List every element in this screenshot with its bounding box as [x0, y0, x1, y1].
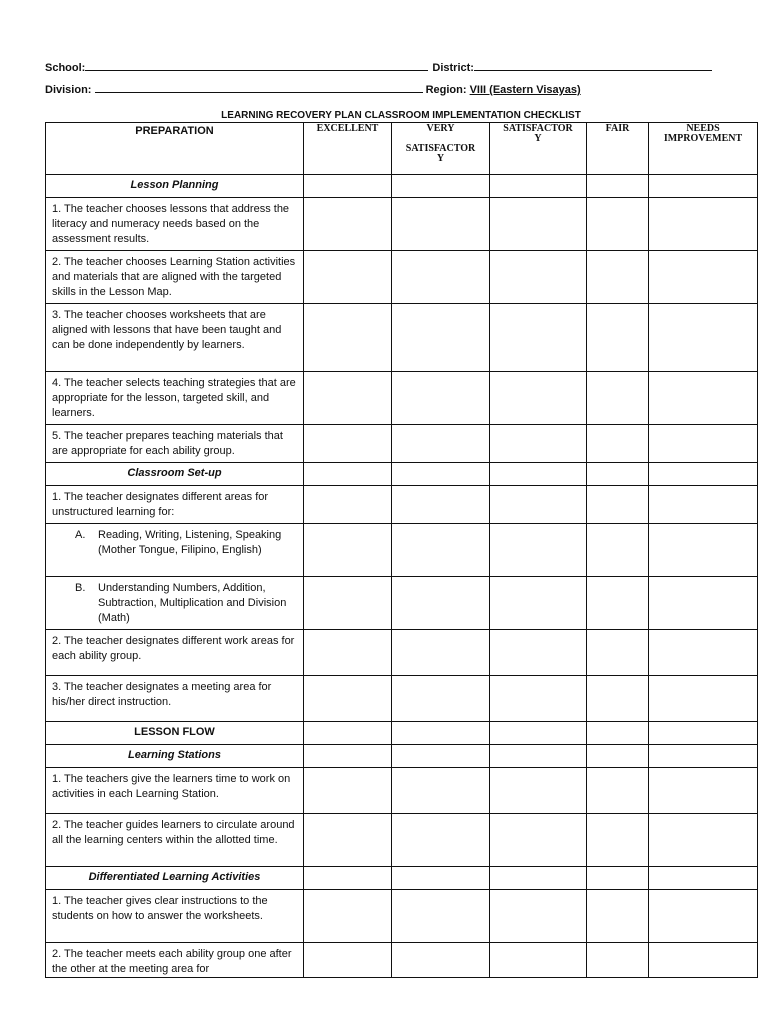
rating-cell[interactable] [304, 198, 392, 251]
rating-cell[interactable] [392, 943, 490, 978]
rating-cell[interactable] [587, 630, 649, 676]
rating-cell[interactable] [649, 943, 758, 978]
item-text: 2. The teacher designates different work areas for each ability group. [46, 630, 304, 676]
rating-cell[interactable] [649, 577, 758, 630]
rating-cell[interactable] [304, 251, 392, 304]
rating-cell[interactable] [587, 304, 649, 372]
rating-cell[interactable] [587, 867, 649, 890]
rating-cell[interactable] [392, 814, 490, 867]
rating-cell[interactable] [649, 722, 758, 745]
table-row [46, 814, 758, 867]
rating-cell[interactable] [649, 676, 758, 722]
section-learning-stations: Learning Stations [46, 745, 304, 768]
rating-cell[interactable] [392, 676, 490, 722]
rating-cell[interactable] [649, 463, 758, 486]
sub-item-text: Understanding Numbers, Addition, Subtraction, Multiplication and Division (Math) [98, 582, 287, 624]
rating-cell[interactable] [304, 890, 392, 943]
rating-cell[interactable] [587, 814, 649, 867]
rating-cell[interactable] [304, 463, 392, 486]
item-text: 2. The teacher chooses Learning Station activities and materials that are aligned with the targeted skills in the Lesson Map. [46, 251, 304, 304]
rating-cell[interactable] [304, 722, 392, 745]
item-text: 3. The teacher chooses worksheets that are aligned with lessons that have been taught and can be done independently by learners. [46, 304, 304, 372]
section-row [46, 463, 758, 486]
rating-cell[interactable] [649, 814, 758, 867]
col-header-needs-line2: IMPROVEMENT [663, 133, 743, 144]
table-row [46, 943, 758, 978]
item-text: 4. The teacher selects teaching strategies that are appropriate for the lesson, targeted skill, and learners. [46, 372, 304, 425]
rating-cell[interactable] [649, 175, 758, 198]
rating-cell[interactable] [490, 486, 587, 524]
rating-cell[interactable] [392, 463, 490, 486]
sub-item-text: Reading, Writing, Listening, Speaking (Mother Tongue, Filipino, English) [98, 529, 282, 556]
col-header-very-line2: SATISFACTOR [405, 143, 476, 154]
rating-cell[interactable] [304, 768, 392, 814]
sub-item-b [46, 577, 304, 630]
rating-cell[interactable] [392, 425, 490, 463]
rating-cell[interactable] [392, 890, 490, 943]
rating-cell[interactable] [587, 486, 649, 524]
rating-cell[interactable] [587, 943, 649, 978]
table-row [46, 630, 758, 676]
rating-cell[interactable] [304, 867, 392, 890]
section-row [46, 867, 758, 890]
table-row [46, 251, 758, 304]
sub-item-a [46, 524, 304, 577]
col-header-fair: FAIR [587, 123, 649, 175]
region-label: Region: [425, 84, 467, 96]
rating-cell[interactable] [649, 867, 758, 890]
item-text: 2. The teacher guides learners to circulate around all the learning centers within the allotted time. [46, 814, 304, 867]
rating-cell[interactable] [649, 486, 758, 524]
rating-cell[interactable] [649, 524, 758, 577]
table-row [46, 304, 758, 372]
rating-cell[interactable] [392, 304, 490, 372]
rating-cell[interactable] [304, 486, 392, 524]
section-differentiated-learning: Differentiated Learning Activities [46, 867, 304, 890]
col-header-very-satisfactory [392, 123, 490, 175]
rating-cell[interactable] [490, 251, 587, 304]
rating-cell[interactable] [490, 722, 587, 745]
table-header-row [46, 123, 758, 175]
rating-cell[interactable] [304, 745, 392, 768]
table-row [46, 768, 758, 814]
rating-cell[interactable] [392, 175, 490, 198]
rating-cell[interactable] [304, 304, 392, 372]
rating-cell[interactable] [587, 175, 649, 198]
district-field[interactable] [474, 60, 712, 71]
rating-cell[interactable] [490, 425, 587, 463]
rating-cell[interactable] [304, 577, 392, 630]
rating-cell[interactable] [587, 463, 649, 486]
rating-cell[interactable] [490, 577, 587, 630]
rating-cell[interactable] [490, 524, 587, 577]
rating-cell[interactable] [392, 524, 490, 577]
rating-cell[interactable] [392, 630, 490, 676]
table-row [46, 890, 758, 943]
table-row [46, 577, 758, 630]
rating-cell[interactable] [587, 768, 649, 814]
col-header-preparation: PREPARATION [46, 123, 304, 175]
rating-cell[interactable] [587, 676, 649, 722]
rating-cell[interactable] [392, 251, 490, 304]
item-text: 1. The teachers give the learners time to work on activities in each Learning Station. [46, 768, 304, 814]
item-text: 2. The teacher meets each ability group one after the other at the meeting area for [46, 943, 304, 978]
rating-cell[interactable] [587, 577, 649, 630]
rating-cell[interactable] [392, 577, 490, 630]
rating-cell[interactable] [490, 175, 587, 198]
rating-cell[interactable] [490, 745, 587, 768]
rating-cell[interactable] [649, 198, 758, 251]
rating-cell[interactable] [304, 175, 392, 198]
item-text: 1. The teacher designates different areas for unstructured learning for: [46, 486, 304, 524]
rating-cell[interactable] [490, 676, 587, 722]
sub-item-label: B. [75, 582, 86, 594]
table-row [46, 425, 758, 463]
rating-cell[interactable] [649, 372, 758, 425]
col-header-sat-line1: SATISFACTOR [503, 123, 573, 134]
rating-cell[interactable] [587, 198, 649, 251]
section-row [46, 722, 758, 745]
rating-cell[interactable] [304, 524, 392, 577]
rating-cell[interactable] [392, 372, 490, 425]
section-lesson-flow: LESSON FLOW [46, 722, 304, 745]
school-district-line [45, 60, 712, 74]
rating-cell[interactable] [392, 867, 490, 890]
rating-cell[interactable] [304, 676, 392, 722]
district-label: District: [432, 62, 474, 74]
rating-cell[interactable] [392, 486, 490, 524]
section-lesson-planning: Lesson Planning [46, 175, 304, 198]
rating-cell[interactable] [490, 304, 587, 372]
rating-cell[interactable] [490, 814, 587, 867]
table-row [46, 676, 758, 722]
division-label: Division: [45, 84, 92, 96]
rating-cell[interactable] [304, 630, 392, 676]
rating-cell[interactable] [304, 943, 392, 978]
item-text: 1. The teacher gives clear instructions to the students on how to answer the worksheets. [46, 890, 304, 943]
region-value: VIII (Eastern Visayas) [469, 84, 581, 96]
rating-cell[interactable] [649, 890, 758, 943]
rating-cell[interactable] [649, 425, 758, 463]
table-row [46, 198, 758, 251]
rating-cell[interactable] [587, 425, 649, 463]
item-text: 3. The teacher designates a meeting area for his/her direct instruction. [46, 676, 304, 722]
rating-cell[interactable] [490, 630, 587, 676]
rating-cell[interactable] [587, 251, 649, 304]
col-header-needs-line1: NEEDS [686, 123, 720, 134]
rating-cell[interactable] [649, 251, 758, 304]
rating-cell[interactable] [649, 768, 758, 814]
rating-cell[interactable] [392, 198, 490, 251]
rating-cell[interactable] [587, 524, 649, 577]
rating-cell[interactable] [304, 372, 392, 425]
rating-cell[interactable] [587, 745, 649, 768]
rating-cell[interactable] [649, 304, 758, 372]
section-row [46, 175, 758, 198]
rating-cell[interactable] [304, 814, 392, 867]
table-row [46, 524, 758, 577]
col-header-very-line1: VERY [426, 123, 455, 134]
rating-cell[interactable] [490, 372, 587, 425]
rating-cell[interactable] [304, 425, 392, 463]
col-header-needs-improvement [649, 123, 758, 175]
col-header-excellent: EXCELLENT [304, 123, 392, 175]
col-header-very-line3: Y [436, 153, 445, 164]
rating-cell[interactable] [490, 198, 587, 251]
col-header-satisfactory [490, 123, 587, 175]
rating-cell[interactable] [392, 722, 490, 745]
rating-cell[interactable] [490, 867, 587, 890]
checklist-table [45, 122, 758, 978]
item-text: 1. The teacher chooses lessons that address the literacy and numeracy needs based on the assessment results. [46, 198, 304, 251]
rating-cell[interactable] [490, 463, 587, 486]
section-classroom-setup: Classroom Set-up [46, 463, 304, 486]
table-row [46, 372, 758, 425]
rating-cell[interactable] [490, 890, 587, 943]
school-field[interactable] [85, 60, 428, 71]
school-label: School: [45, 62, 86, 74]
division-region-line [45, 82, 581, 96]
rating-cell[interactable] [649, 745, 758, 768]
rating-cell[interactable] [490, 943, 587, 978]
col-header-sat-line2: Y [534, 133, 542, 144]
rating-cell[interactable] [392, 768, 490, 814]
rating-cell[interactable] [649, 630, 758, 676]
rating-cell[interactable] [587, 890, 649, 943]
document-title: LEARNING RECOVERY PLAN CLASSROOM IMPLEMENTATION CHECKLIST [221, 110, 581, 121]
rating-cell[interactable] [392, 745, 490, 768]
sub-item-label: A. [75, 529, 86, 541]
table-row [46, 486, 758, 524]
rating-cell[interactable] [587, 722, 649, 745]
rating-cell[interactable] [587, 372, 649, 425]
division-field[interactable] [95, 82, 423, 93]
item-text: 5. The teacher prepares teaching materials that are appropriate for each ability group. [46, 425, 304, 463]
section-row [46, 745, 758, 768]
rating-cell[interactable] [490, 768, 587, 814]
